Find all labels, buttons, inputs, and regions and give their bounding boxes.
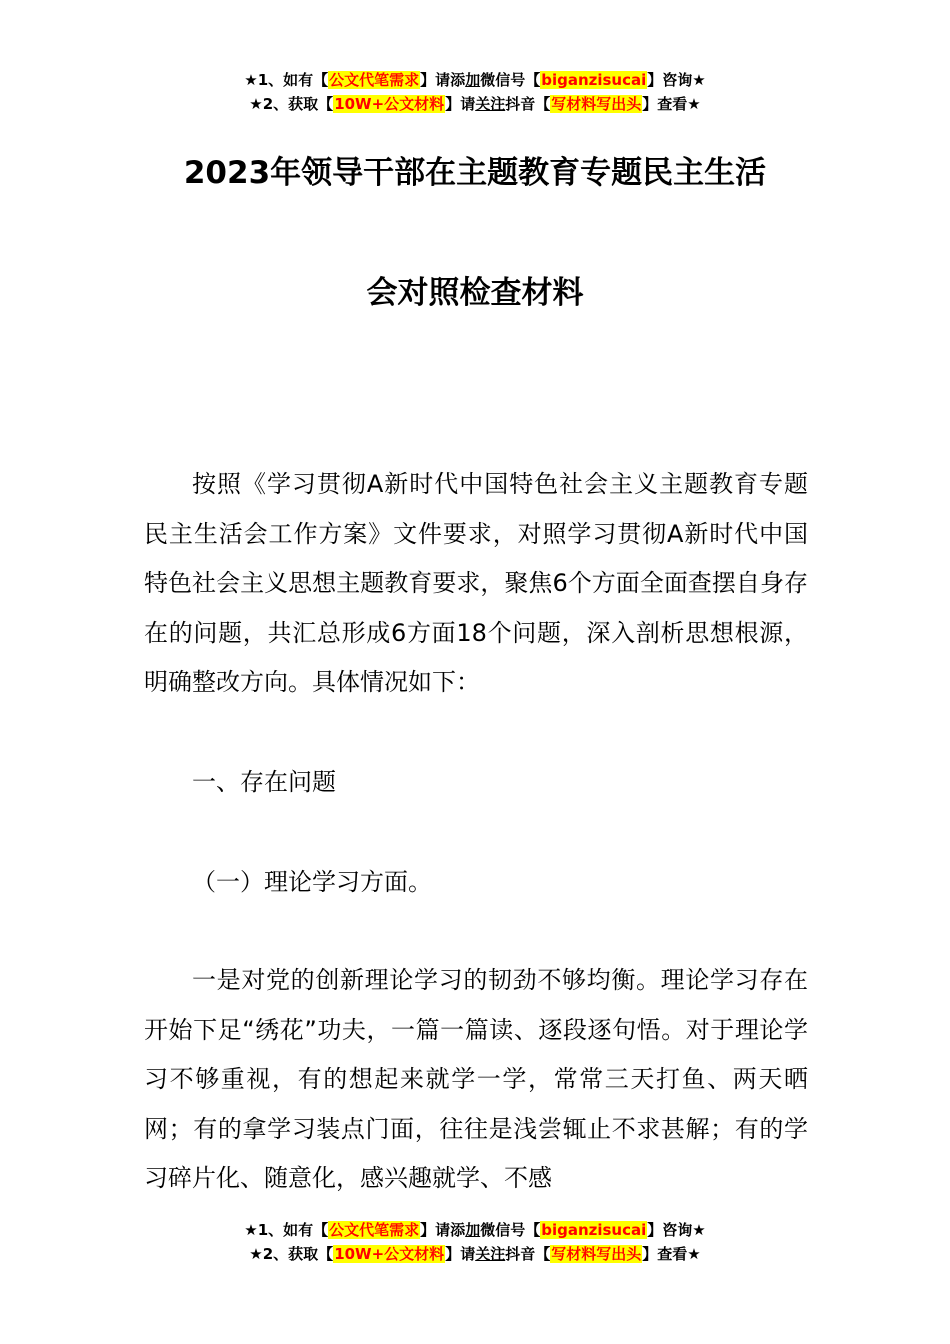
bottom-banner (0, 1218, 950, 1266)
subsection-heading: （一）理论学习方面。 (192, 868, 432, 896)
intro-paragraph: 按照《学习贯彻A新时代中国特色社会主义主题教育专题民主生活会工作方案》文件要求，对照学习贯彻A新时代中国特色社会主义思想主题教育要求，聚焦6个方面全面查摆自身存在的问题，共汇总形成6方面18个问题，深入剖析思想根源，明确整改方向。具体情况如下： (144, 470, 808, 696)
document-title-line-1: 2023年领导干部在主题教育专题民主生活 (183, 155, 767, 191)
banner-highlight: biganzisucai (541, 1221, 647, 1239)
banner-highlight: 10W+公文材料 (334, 95, 445, 113)
banner-highlight: 写材料写出头 (551, 1245, 642, 1263)
banner-highlight: 公文代笔需求 (329, 71, 420, 89)
banner-line-1: ★1、如有【公文代笔需求】请添加微信号【biganzisucai】咨询★ (244, 71, 706, 89)
banner-line-1: ★1、如有【公文代笔需求】请添加微信号【biganzisucai】咨询★ (244, 1221, 706, 1239)
banner-line-2: ★2、获取【10W+公文材料】请关注抖音【写材料写出头】查看★ (249, 95, 701, 113)
document-title-line-2: 会对照检查材料 (366, 275, 584, 311)
section-heading: 一、存在问题 (192, 768, 336, 796)
banner-highlight: 写材料写出头 (551, 95, 642, 113)
banner-highlight: 公文代笔需求 (329, 1221, 420, 1239)
banner-highlight: 10W+公文材料 (334, 1245, 445, 1263)
top-banner (0, 68, 950, 116)
banner-line-2: ★2、获取【10W+公文材料】请关注抖音【写材料写出头】查看★ (249, 1245, 701, 1263)
banner-highlight: biganzisucai (541, 71, 647, 89)
body-paragraph: 一是对党的创新理论学习的韧劲不够均衡。理论学习存在开始下足“绣花”功夫，一篇一篇读、逐段逐句悟。对于理论学习不够重视，有的想起来就学一学，常常三天打鱼、两天晒网；有的拿学习装点门面，往往是浅尝辄止不求甚解；有的学习碎片化、随意化，感兴趣就学、不感 (144, 966, 808, 1192)
